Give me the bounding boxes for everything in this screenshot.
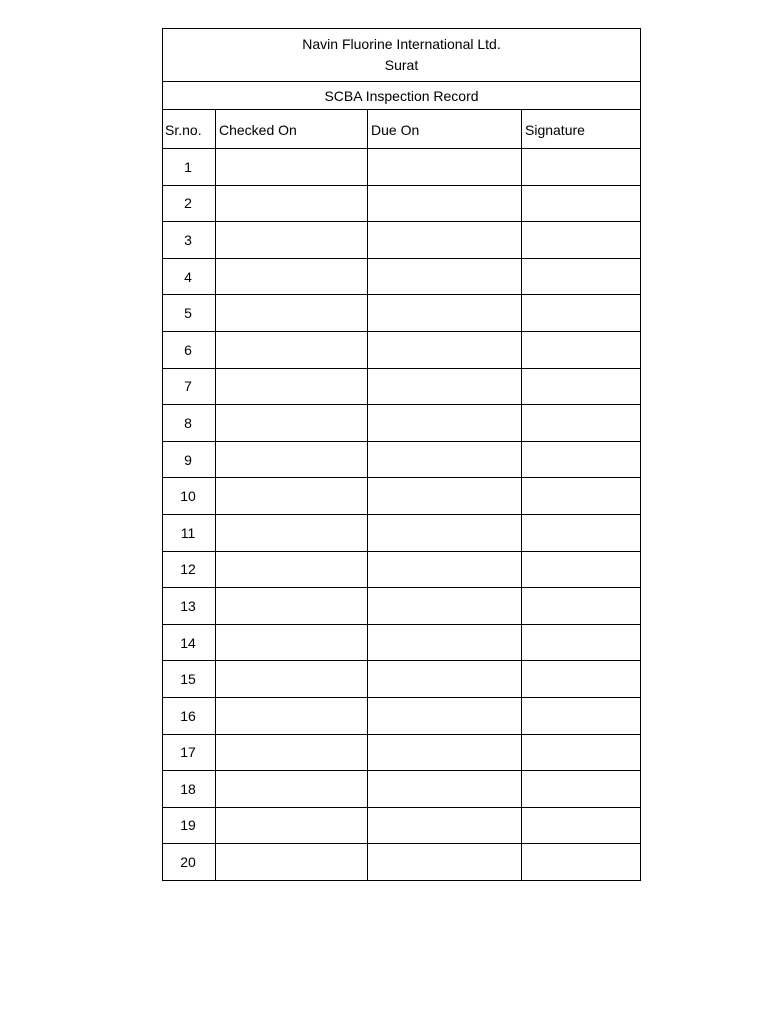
table-row <box>163 588 641 625</box>
due-on-cell <box>368 405 522 442</box>
signature-cell <box>522 697 641 734</box>
table-row <box>163 697 641 734</box>
table-row <box>163 149 641 186</box>
signature-cell <box>522 514 641 551</box>
sr-no-cell: 10 <box>163 478 216 515</box>
checked-on-cell <box>216 185 368 222</box>
sr-no-cell: 16 <box>163 697 216 734</box>
table-row <box>163 295 641 332</box>
sr-no-cell: 4 <box>163 258 216 295</box>
signature-cell <box>522 295 641 332</box>
signature-cell <box>522 771 641 808</box>
sr-no-cell: 11 <box>163 514 216 551</box>
table-row <box>163 331 641 368</box>
document-header <box>163 29 641 82</box>
table-row <box>163 258 641 295</box>
company-location: Surat <box>384 57 419 73</box>
due-on-cell <box>368 661 522 698</box>
table-row <box>163 734 641 771</box>
table-row <box>163 771 641 808</box>
table-row <box>163 478 641 515</box>
due-on-cell <box>368 222 522 259</box>
sr-no-cell: 6 <box>163 331 216 368</box>
table-row <box>163 807 641 844</box>
due-on-cell <box>368 771 522 808</box>
checked-on-cell <box>216 514 368 551</box>
due-on-cell <box>368 149 522 186</box>
signature-cell <box>522 551 641 588</box>
due-on-cell <box>368 478 522 515</box>
signature-cell <box>522 405 641 442</box>
sr-no-cell: 8 <box>163 405 216 442</box>
table-row <box>163 514 641 551</box>
table-row <box>163 185 641 222</box>
sr-no-cell: 13 <box>163 588 216 625</box>
checked-on-cell <box>216 258 368 295</box>
table-row <box>163 844 641 881</box>
checked-on-cell <box>216 149 368 186</box>
inspection-record-table <box>162 28 641 881</box>
signature-cell <box>522 368 641 405</box>
checked-on-cell <box>216 478 368 515</box>
signature-cell <box>522 807 641 844</box>
due-on-cell <box>368 368 522 405</box>
table-row <box>163 441 641 478</box>
checked-on-cell <box>216 368 368 405</box>
sr-no-cell: 3 <box>163 222 216 259</box>
signature-cell <box>522 441 641 478</box>
column-header-signature: Signature <box>522 110 641 149</box>
due-on-cell <box>368 588 522 625</box>
due-on-cell <box>368 807 522 844</box>
sr-no-cell: 17 <box>163 734 216 771</box>
due-on-cell <box>368 844 522 881</box>
checked-on-cell <box>216 624 368 661</box>
checked-on-cell <box>216 661 368 698</box>
sr-no-cell: 20 <box>163 844 216 881</box>
signature-cell <box>522 258 641 295</box>
sr-no-cell: 9 <box>163 441 216 478</box>
checked-on-cell <box>216 807 368 844</box>
checked-on-cell <box>216 734 368 771</box>
signature-cell <box>522 185 641 222</box>
checked-on-cell <box>216 331 368 368</box>
checked-on-cell <box>216 441 368 478</box>
table-row <box>163 368 641 405</box>
checked-on-cell <box>216 588 368 625</box>
company-name: Navin Fluorine International Ltd. <box>302 36 501 52</box>
signature-cell <box>522 624 641 661</box>
sr-no-cell: 7 <box>163 368 216 405</box>
table-row <box>163 624 641 661</box>
table-row <box>163 405 641 442</box>
due-on-cell <box>368 697 522 734</box>
signature-cell <box>522 331 641 368</box>
signature-cell <box>522 149 641 186</box>
record-title: SCBA Inspection Record <box>163 82 641 110</box>
sr-no-cell: 2 <box>163 185 216 222</box>
due-on-cell <box>368 185 522 222</box>
sr-no-cell: 5 <box>163 295 216 332</box>
signature-cell <box>522 588 641 625</box>
table-row <box>163 661 641 698</box>
table-row <box>163 222 641 259</box>
due-on-cell <box>368 295 522 332</box>
due-on-cell <box>368 258 522 295</box>
sr-no-cell: 14 <box>163 624 216 661</box>
sr-no-cell: 18 <box>163 771 216 808</box>
signature-cell <box>522 661 641 698</box>
checked-on-cell <box>216 771 368 808</box>
column-header-row <box>163 110 641 149</box>
checked-on-cell <box>216 295 368 332</box>
column-header-due-on: Due On <box>368 110 522 149</box>
due-on-cell <box>368 551 522 588</box>
sr-no-cell: 1 <box>163 149 216 186</box>
sr-no-cell: 19 <box>163 807 216 844</box>
signature-cell <box>522 844 641 881</box>
record-title-row <box>163 82 641 110</box>
due-on-cell <box>368 514 522 551</box>
signature-cell <box>522 734 641 771</box>
sr-no-cell: 12 <box>163 551 216 588</box>
signature-cell <box>522 222 641 259</box>
checked-on-cell <box>216 222 368 259</box>
column-header-sr-no: Sr.no. <box>163 110 216 149</box>
due-on-cell <box>368 441 522 478</box>
checked-on-cell <box>216 405 368 442</box>
checked-on-cell <box>216 551 368 588</box>
due-on-cell <box>368 734 522 771</box>
table-row <box>163 551 641 588</box>
column-header-checked-on: Checked On <box>216 110 368 149</box>
signature-cell <box>522 478 641 515</box>
due-on-cell <box>368 624 522 661</box>
due-on-cell <box>368 331 522 368</box>
checked-on-cell <box>216 844 368 881</box>
title-row <box>163 29 641 82</box>
checked-on-cell <box>216 697 368 734</box>
sr-no-cell: 15 <box>163 661 216 698</box>
